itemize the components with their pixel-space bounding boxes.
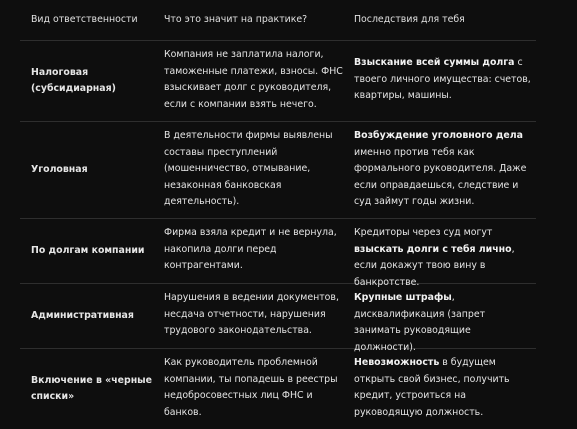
consequence-text: с твоего личного имущества: счетов, квартиры, машины. [354, 57, 531, 101]
responsibility-table [20, 0, 536, 429]
table-header-row [20, 0, 536, 41]
consequence-text: в будущем открыть свой бизнес, получить кредит, устроиться на руководящую должность. [354, 357, 510, 418]
row-type: Налоговая (субсидиарная) [31, 66, 116, 94]
row-meaning: Фирма взяла кредит и не вернула, накопила долги перед контрагентами. [164, 227, 337, 271]
row-type: Уголовная [31, 163, 88, 175]
table-row [20, 41, 536, 122]
consequence-bold: Возбуждение уголовного дела [354, 130, 523, 141]
row-meaning: Нарушения в ведении документов, несдача отчетности, нарушения трудового законодательства. [164, 292, 339, 336]
consequence-pre: Кредиторы через суд могут [354, 227, 493, 238]
consequence-text: , дисквалификация (запрет занимать руководящие должности). [354, 292, 486, 353]
consequence-bold: Взыскание всей суммы долга [354, 57, 515, 68]
header-consequence: Последствия для тебя [354, 13, 465, 25]
table-row [20, 122, 536, 219]
consequence-bold: Крупные штрафы [354, 292, 452, 303]
consequence-bold: взыскать долги с тебя лично [354, 243, 512, 255]
table-row [20, 284, 536, 353]
consequence-bold: Невозможность [354, 357, 440, 368]
row-type: По долгам компании [31, 244, 145, 256]
header-meaning: Что это значит на практике? [164, 13, 308, 25]
row-consequence [354, 284, 536, 353]
consequence-text: именно против тебя как формального руководителя. Даже если оправдаешься, следствие и суд займут годы жизни. [354, 146, 527, 207]
consequence-text: , если докажут твою вину в банкротстве. [354, 243, 515, 288]
row-consequence [354, 41, 536, 121]
header-type: Вид ответственности [31, 13, 138, 25]
table-row [20, 349, 536, 429]
row-meaning: Как руководитель проблемной компании, ты попадешь в реестры недобросовестных лиц ФНС и банков. [164, 357, 338, 418]
row-consequence [354, 122, 536, 218]
row-meaning: Компания не заплатила налоги, таможенные платежи, взносы. ФНС взыскивает долг с руководителя, если с компании взять нечего. [164, 49, 343, 110]
row-consequence [354, 349, 536, 429]
row-consequence [354, 219, 536, 288]
table-row [20, 219, 536, 288]
row-type: Включение в «черные списки» [31, 374, 153, 402]
row-meaning: В деятельности фирмы выявлены составы преступлений (мошенничество, отмывание, незаконная банковская деятельность). [164, 130, 333, 207]
row-type: Административная [31, 309, 134, 321]
